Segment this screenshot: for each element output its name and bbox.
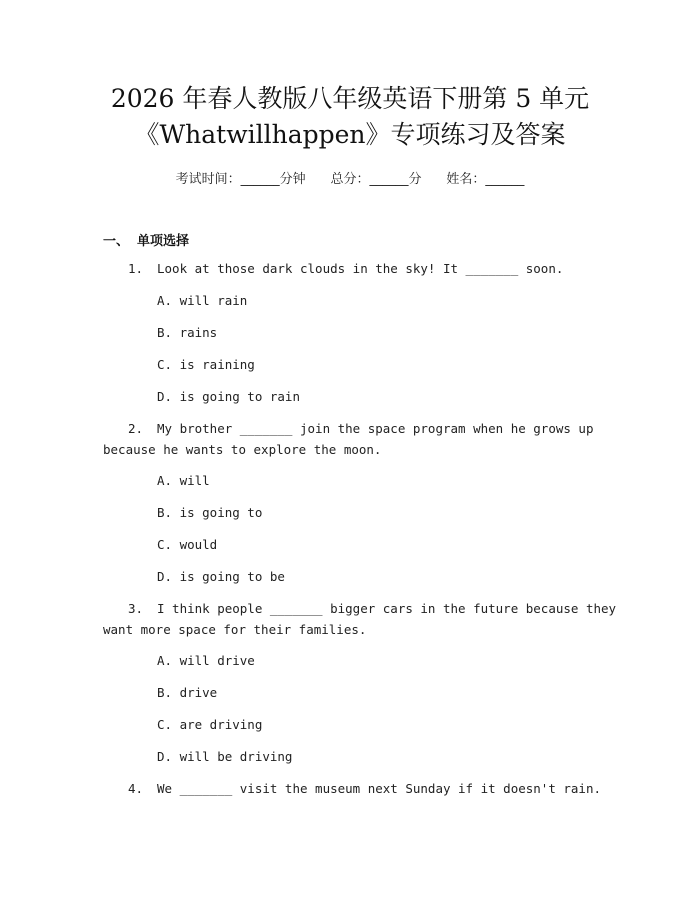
question-3-option-b: B. drive	[157, 685, 218, 700]
question-text: I think people _______ bigger cars in the future because they	[157, 601, 617, 616]
document-title-line-2: 《Whatwillhappen》专项练习及答案	[134, 120, 566, 149]
question-text: My brother _______ join the space program when he grows up	[157, 421, 594, 436]
exam-info-line	[0, 168, 700, 187]
time-label: 考试时间：	[175, 172, 241, 187]
question-1-option-d: D. is going to rain	[157, 389, 300, 404]
question-1-option-b: B. rains	[157, 325, 218, 340]
section-number: 一、	[103, 234, 130, 249]
document-title-line-1: 2026 年春人教版八年级英语下册第 5 单元	[110, 84, 590, 113]
time-unit: 分钟	[279, 172, 306, 187]
question-4	[128, 779, 601, 799]
question-3-option-a: A. will drive	[157, 653, 255, 668]
question-3	[128, 599, 616, 619]
time-blank: ______	[240, 172, 280, 187]
question-number: 3.	[128, 601, 144, 616]
question-2-continuation: because he wants to explore the moon.	[103, 442, 382, 457]
question-3-option-c: C. are driving	[157, 717, 263, 732]
question-1-option-a: A. will rain	[157, 293, 248, 308]
score-label: 总分：	[330, 172, 370, 187]
question-2-option-d: D. is going to be	[157, 569, 285, 584]
name-blank: ______	[485, 172, 525, 187]
score-unit: 分	[408, 172, 422, 187]
section-heading	[103, 230, 189, 249]
question-1	[128, 259, 563, 279]
question-number: 4.	[128, 781, 144, 796]
question-number: 1.	[128, 261, 144, 276]
question-text: Look at those dark clouds in the sky! It _______ soon.	[157, 261, 564, 276]
name-label: 姓名：	[446, 172, 486, 187]
question-number: 2.	[128, 421, 144, 436]
section-title: 单项选择	[137, 234, 190, 249]
question-2-option-b: B. is going to	[157, 505, 263, 520]
score-blank: ______	[369, 172, 409, 187]
question-1-option-c: C. is raining	[157, 357, 255, 372]
question-3-option-d: D. will be driving	[157, 749, 293, 764]
question-2	[128, 419, 594, 439]
question-2-option-a: A. will	[157, 473, 210, 488]
question-2-option-c: C. would	[157, 537, 218, 552]
question-text: We _______ visit the museum next Sunday if it doesn't rain.	[157, 781, 602, 796]
question-3-continuation: want more space for their families.	[103, 622, 367, 637]
